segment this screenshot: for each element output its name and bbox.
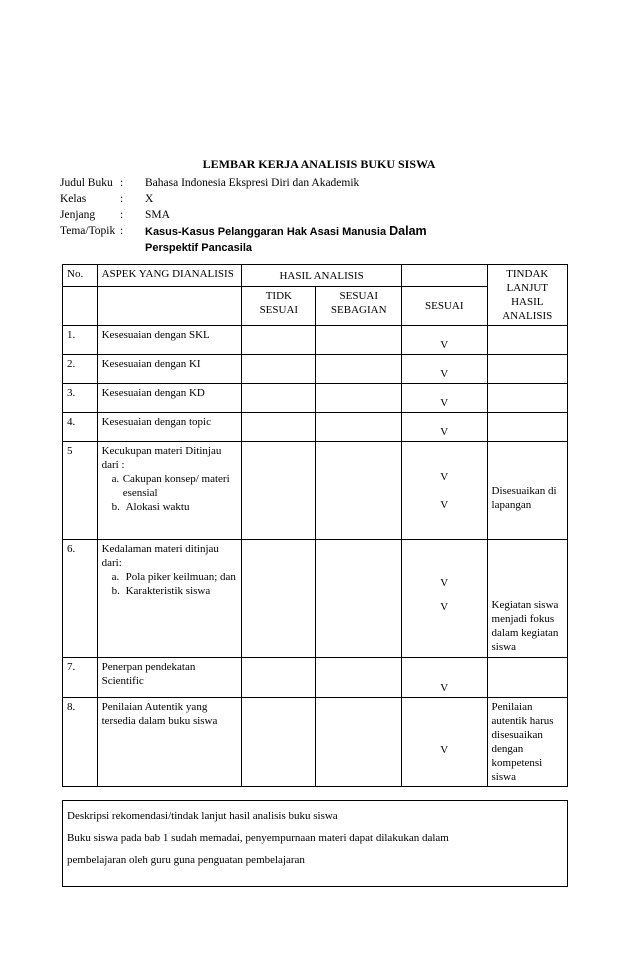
sub-item xyxy=(112,472,238,500)
cell-sebagian xyxy=(316,658,402,698)
subheader-empty xyxy=(63,287,98,326)
aspek-sublist xyxy=(102,472,238,514)
sub-text: Karakteristik siswa xyxy=(125,585,211,597)
subheader-empty xyxy=(97,287,242,326)
cell-aspek xyxy=(97,540,242,658)
cell-aspek: Kesesuaian dengan SKL xyxy=(97,326,242,355)
meta-row-kelas xyxy=(60,191,427,207)
meta-row-jenjang xyxy=(60,207,427,223)
tindak-text: Kegiatan siswa menjadi fokus dalam kegiatan siswa xyxy=(491,599,559,653)
header-sebagian: SESUAI SEBAGIAN xyxy=(316,287,402,326)
header-empty xyxy=(402,265,488,287)
cell-sesuai: V xyxy=(402,413,488,442)
meta-colon: : xyxy=(120,177,124,189)
header-no: No. xyxy=(63,265,98,287)
document-title: LEMBAR KERJA ANALISIS BUKU SISWA xyxy=(202,157,436,171)
cell-tidak xyxy=(242,384,316,413)
meta-colon: : xyxy=(120,225,124,237)
cell-sebagian xyxy=(316,384,402,413)
aspek-heading: Kedalaman materi ditinjau dari: xyxy=(101,543,219,569)
recommendation-line: Buku siswa pada bab 1 sudah memadai, penyempurnaan materi dapat dilakukan dalam xyxy=(67,832,449,844)
meta-value: X xyxy=(145,193,154,205)
table-row xyxy=(63,326,568,355)
meta-key: Tema/Topik xyxy=(60,225,116,237)
tema-continuation: Perspektif Pancasila xyxy=(145,242,253,254)
cell-sesuai: V xyxy=(402,326,488,355)
meta-key: Jenjang xyxy=(60,209,96,221)
cell-aspek: Kesesuaian dengan topic xyxy=(97,413,242,442)
recommendation-line: pembelajaran oleh guru guna penguatan pembelajaran xyxy=(67,854,305,866)
cell-no: 1. xyxy=(63,326,98,355)
table-row xyxy=(63,540,568,658)
sesuai-mark: V xyxy=(440,601,449,613)
recommendation-heading: Deskripsi rekomendasi/tindak lanjut hasil analisis buku siswa xyxy=(67,810,338,822)
cell-tidak xyxy=(242,326,316,355)
sesuai-mark: V xyxy=(440,577,449,589)
sub-item xyxy=(112,584,238,598)
cell-tindak xyxy=(487,355,567,384)
cell-aspek: Penilaian Autentik yang tersedia dalam buku siswa xyxy=(97,698,242,787)
sub-item xyxy=(112,500,238,514)
cell-aspek xyxy=(97,442,242,540)
meta-row-judul xyxy=(60,175,427,191)
aspek-sublist xyxy=(102,570,238,598)
aspek-heading: Kecukupan materi Ditinjau dari : xyxy=(101,445,222,471)
cell-aspek: Kesesuaian dengan KI xyxy=(97,355,242,384)
cell-sesuai: V xyxy=(402,384,488,413)
sub-letter: a. xyxy=(111,571,120,583)
cell-tindak xyxy=(487,540,567,658)
cell-tidak xyxy=(242,355,316,384)
cell-aspek: Penerpan pendekatan Scientific xyxy=(97,658,242,698)
cell-tindak xyxy=(487,326,567,355)
cell-no: 6. xyxy=(63,540,98,658)
tema-part-b: Dalam xyxy=(389,224,427,238)
cell-sesuai xyxy=(402,442,488,540)
sub-item xyxy=(112,570,238,584)
sub-letter: b. xyxy=(111,501,120,513)
table-row xyxy=(63,442,568,540)
meta-key: Kelas xyxy=(60,193,87,205)
header-tindak: TINDAK LANJUT HASIL ANALISIS xyxy=(487,265,567,326)
table-row xyxy=(63,413,568,442)
header-hasil: HASIL ANALISIS xyxy=(242,265,402,287)
meta-value: Bahasa Indonesia Ekspresi Diri dan Akademik xyxy=(145,177,360,189)
cell-tindak: Penilaian autentik harus disesuaikan dengan kompetensi siswa xyxy=(487,698,567,787)
meta-row-tema xyxy=(60,223,427,240)
cell-sebagian xyxy=(316,326,402,355)
cell-tidak xyxy=(242,442,316,540)
sesuai-mark: V xyxy=(440,499,449,511)
cell-sebagian xyxy=(316,698,402,787)
analysis-table xyxy=(62,264,568,787)
table-header-row xyxy=(63,265,568,287)
cell-sesuai: V xyxy=(402,698,488,787)
sub-text: Cakupan konsep/ materi esensial xyxy=(122,473,230,499)
cell-tindak xyxy=(487,384,567,413)
cell-sebagian xyxy=(316,442,402,540)
cell-no: 3. xyxy=(63,384,98,413)
cell-tidak xyxy=(242,658,316,698)
table-row xyxy=(63,355,568,384)
meta-colon: : xyxy=(120,209,124,221)
cell-aspek: Kesesuaian dengan KD xyxy=(97,384,242,413)
cell-tindak xyxy=(487,442,567,540)
sub-text: Alokasi waktu xyxy=(125,501,190,513)
cell-no: 8. xyxy=(63,698,98,787)
header-aspek: ASPEK YANG DIANALISIS xyxy=(97,265,242,287)
tema-part-a: Kasus-Kasus Pelanggaran Hak Asasi Manusia xyxy=(145,226,387,238)
cell-sesuai: V xyxy=(402,658,488,698)
header-sesuai: SESUAI xyxy=(402,287,488,326)
cell-tidak xyxy=(242,413,316,442)
recommendation-box xyxy=(62,800,568,887)
cell-sebagian xyxy=(316,540,402,658)
cell-sebagian xyxy=(316,413,402,442)
cell-tidak xyxy=(242,698,316,787)
meta-key: Judul Buku xyxy=(60,177,113,189)
meta-value xyxy=(145,223,427,240)
cell-no: 2. xyxy=(63,355,98,384)
sub-letter: a. xyxy=(111,473,120,485)
cell-sesuai: V xyxy=(402,355,488,384)
cell-tidak xyxy=(242,540,316,658)
meta-value: SMA xyxy=(145,209,170,221)
table-row xyxy=(63,698,568,787)
cell-no: 7. xyxy=(63,658,98,698)
cell-tindak xyxy=(487,658,567,698)
cell-sesuai xyxy=(402,540,488,658)
document-meta xyxy=(60,175,427,256)
table-row xyxy=(63,384,568,413)
tindak-text: Disesuaikan di lapangan xyxy=(491,485,557,511)
table-row xyxy=(63,658,568,698)
cell-no: 5 xyxy=(63,442,98,540)
meta-colon: : xyxy=(120,193,124,205)
sub-letter: b. xyxy=(111,585,120,597)
header-tidak: TIDK SESUAI xyxy=(242,287,316,326)
cell-sebagian xyxy=(316,355,402,384)
sub-text: Pola piker keilmuan; dan xyxy=(125,571,236,583)
sesuai-mark: V xyxy=(440,471,449,483)
cell-no: 4. xyxy=(63,413,98,442)
cell-tindak xyxy=(487,413,567,442)
